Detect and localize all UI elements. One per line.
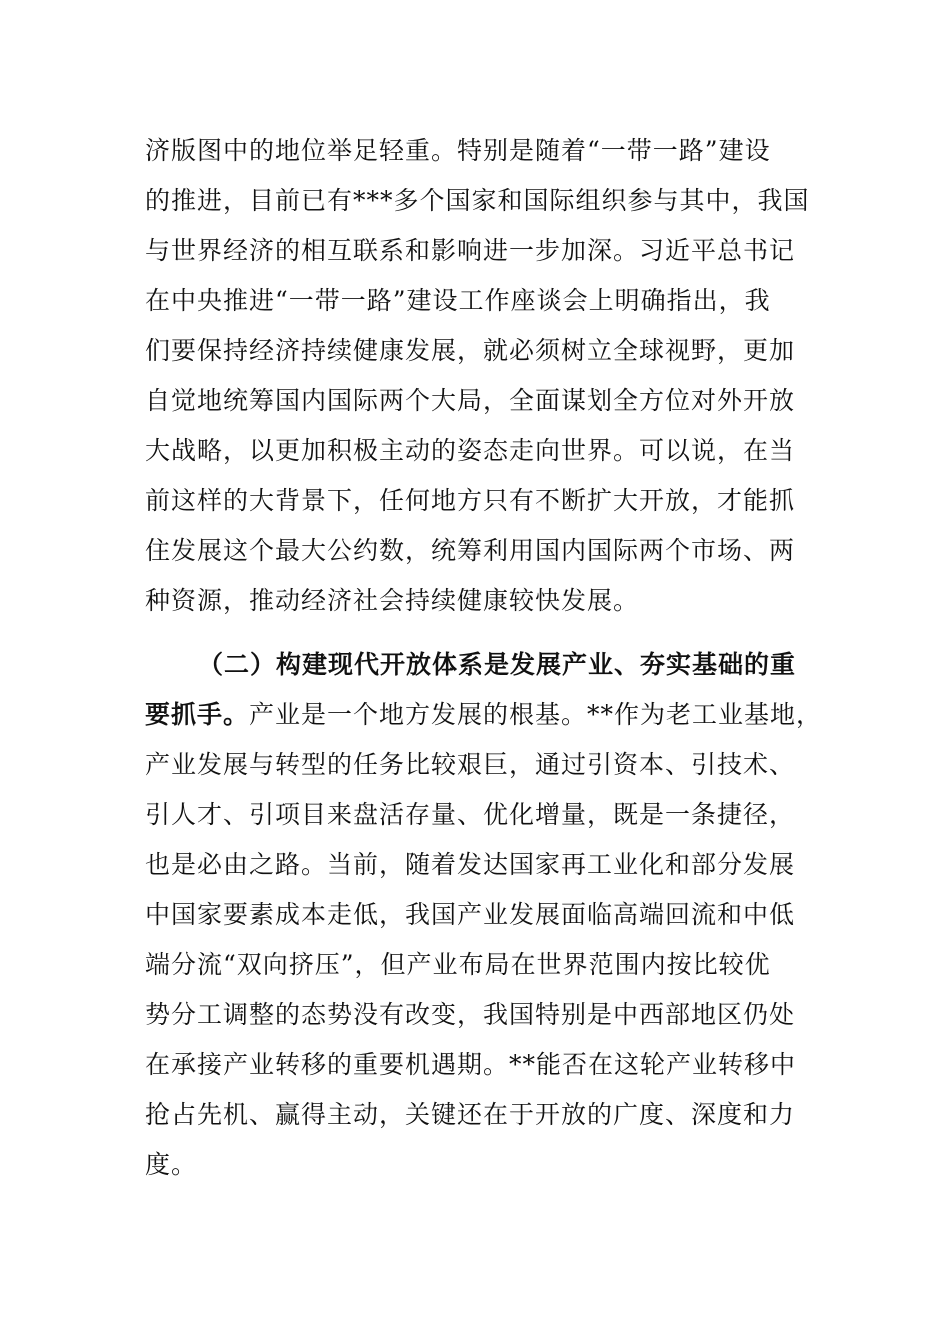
text-line: 中国家要素成本走低，我国产业发展面临高端回流和中低 <box>145 900 796 929</box>
text-line: 在承接产业转移的重要机遇期。**能否在这轮产业转移中 <box>145 1050 797 1079</box>
text-run: 产业是一个地方发展的根基。**作为老工业基地， <box>249 700 823 729</box>
section-heading-end: 要抓手。 <box>145 700 250 729</box>
text-line: 抢占先机、赢得主动，关键还在于开放的广度、深度和力 <box>145 1100 796 1129</box>
text-line: 大战略，以更加积极主动的姿态走向世界。可以说，在当 <box>145 436 796 465</box>
text-line <box>145 695 825 735</box>
text-line: 端分流“双向挤压”，但产业布局在世界范围内按比较优 <box>145 950 771 979</box>
text-line: 势分工调整的态势没有改变，我国特别是中西部地区仍处 <box>145 1000 796 1029</box>
text-line: 也是必由之路。当前，随着发达国家再工业化和部分发展 <box>145 850 796 879</box>
text-line: 们要保持经济持续健康发展，就必须树立全球视野，更加 <box>145 336 796 365</box>
text-line: 自觉地统筹国内国际两个大局，全面谋划全方位对外开放 <box>145 386 796 415</box>
text-line: 前这样的大背景下，任何地方只有不断扩大开放，才能抓 <box>145 486 796 515</box>
text-line: 与世界经济的相互联系和影响进一步加深。习近平总书记 <box>145 236 796 265</box>
text-line: 产业发展与转型的任务比较艰巨，通过引资本、引技术、 <box>145 750 796 779</box>
text-line: 住发展这个最大公约数，统筹利用国内国际两个市场、两 <box>145 536 796 565</box>
section-heading: （二）构建现代开放体系是发展产业、夯实基础的重 <box>198 650 797 679</box>
text-line: 种资源，推动经济社会持续健康较快发展。 <box>145 586 640 615</box>
text-line: 度。 <box>145 1150 198 1179</box>
text-line: 在中央推进“一带一路”建设工作座谈会上明确指出，我 <box>145 286 771 315</box>
text-line: 济版图中的地位举足轻重。特别是随着“一带一路”建设 <box>145 136 771 165</box>
text-line: 的推进，目前已有***多个国家和国际组织参与其中，我国 <box>145 186 810 215</box>
text-line: 引人才、引项目来盘活存量、优化增量，既是一条捷径， <box>145 800 796 829</box>
